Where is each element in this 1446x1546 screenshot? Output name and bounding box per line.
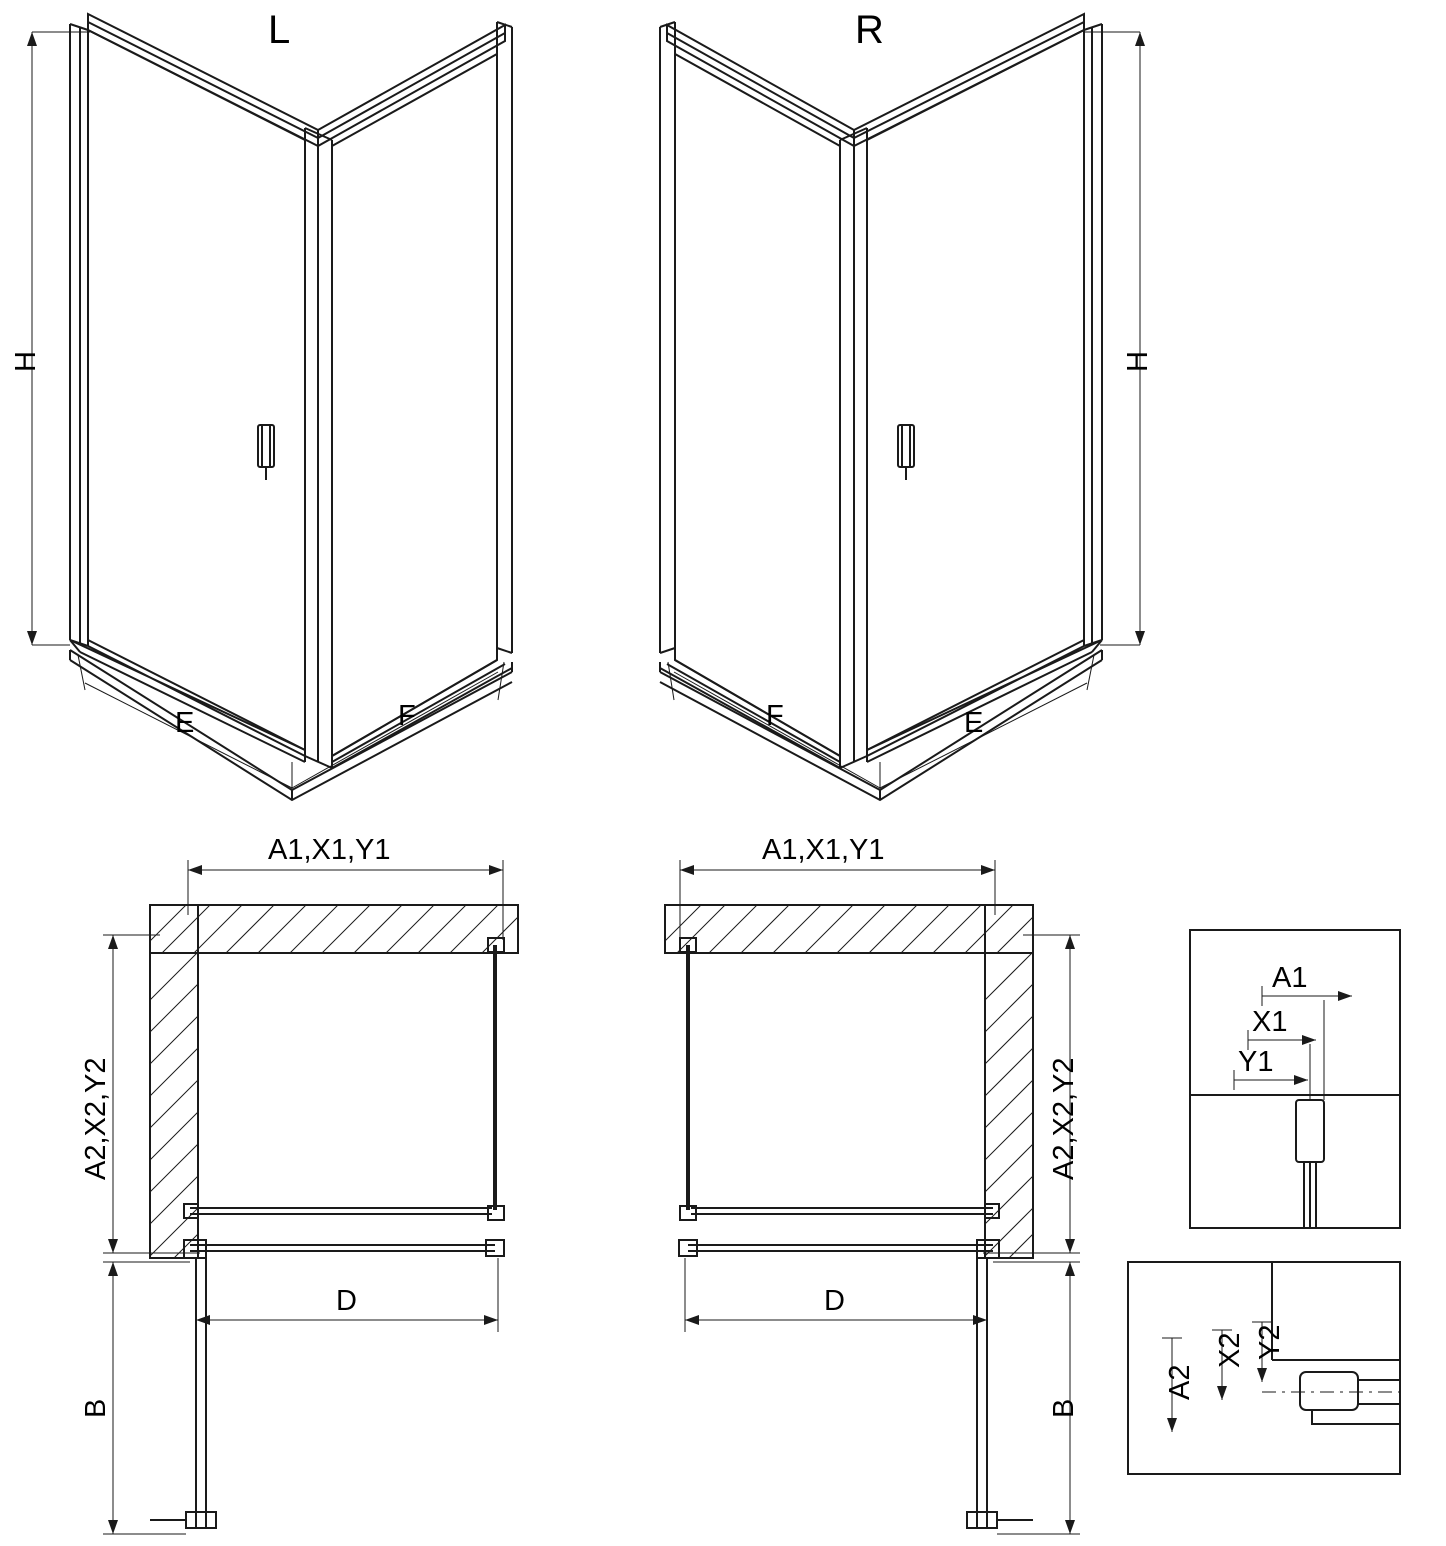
iso-view-left [27, 14, 512, 800]
detail-bottom-label-y2: Y2 [1254, 1324, 1286, 1360]
detail-bottom-label-a2: A2 [1164, 1364, 1196, 1400]
iso-left-side-label: F [398, 700, 416, 732]
iso-right-front-label: E [964, 707, 984, 739]
detail-top-label-y1: Y1 [1238, 1046, 1274, 1078]
iso-right-side-label: F [766, 700, 784, 732]
plan-view-right [665, 860, 1080, 1534]
plan-view-left [103, 860, 518, 1534]
plan-left-door-dim-label: D [336, 1285, 357, 1317]
plan-right-swing-dim-label: B [1048, 1398, 1080, 1418]
detail-top-label-a1: A1 [1272, 962, 1308, 994]
plan-left-swing-dim-label: B [80, 1398, 112, 1418]
iso-right-height-label: H [1122, 351, 1154, 372]
plan-right-side-dim-label: A2,X2,Y2 [1048, 1057, 1080, 1180]
title-left: L [268, 8, 291, 52]
title-right: R [855, 8, 884, 52]
plan-right-door-dim-label: D [824, 1285, 845, 1317]
iso-view-right [660, 14, 1145, 800]
detail-bottom-label-x2: X2 [1214, 1332, 1246, 1368]
plan-left-side-dim-label: A2,X2,Y2 [80, 1057, 112, 1180]
plan-left-top-dim-label: A1,X1,Y1 [268, 834, 391, 866]
iso-left-height-label: H [10, 351, 42, 372]
iso-left-front-label: E [175, 707, 195, 739]
plan-right-top-dim-label: A1,X1,Y1 [762, 834, 885, 866]
detail-top-label-x1: X1 [1252, 1006, 1288, 1038]
